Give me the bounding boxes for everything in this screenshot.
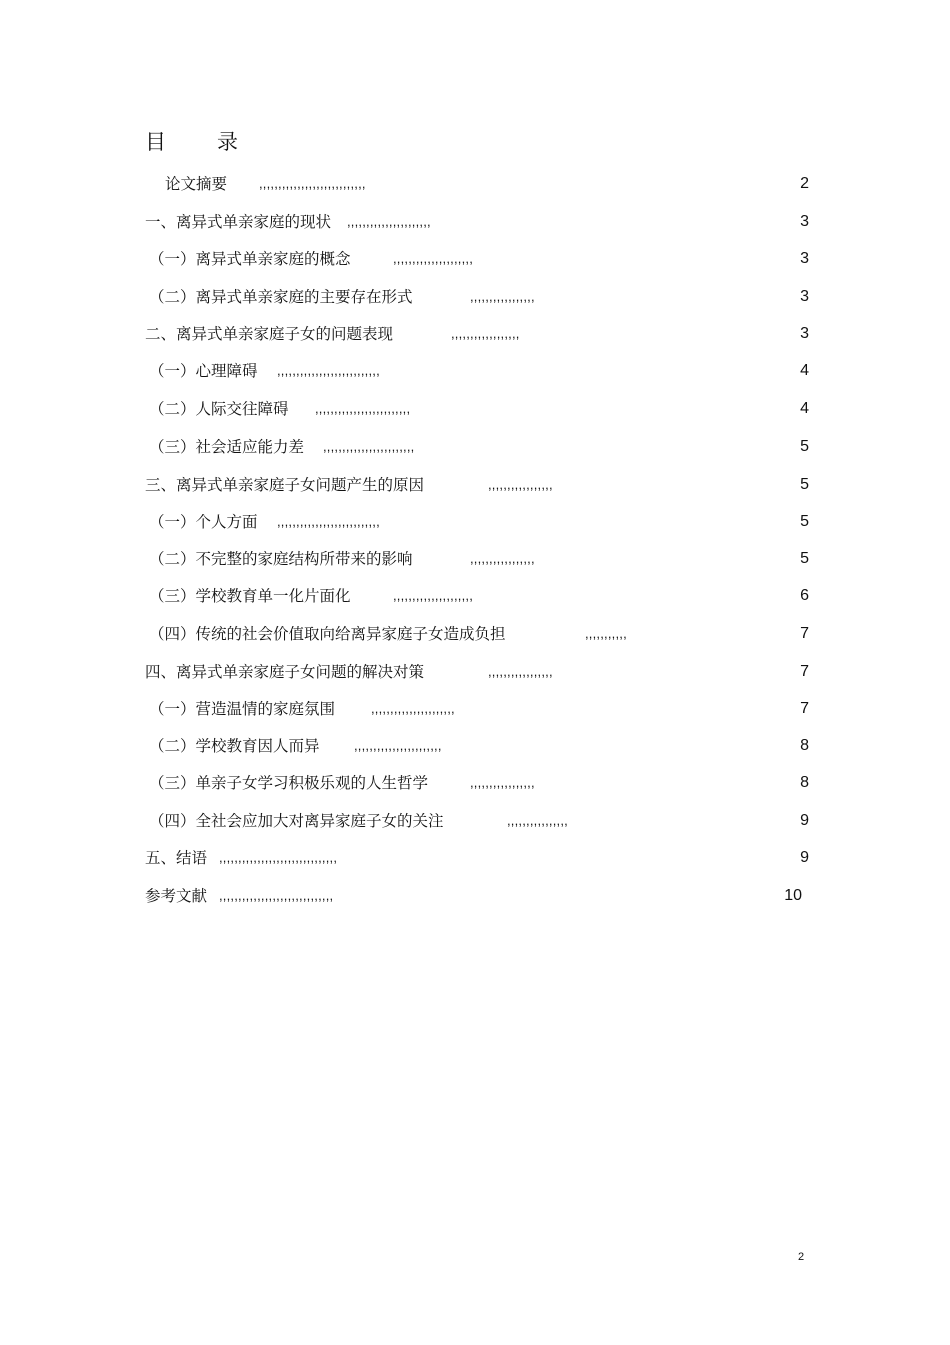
toc-entry-page-number: 3 [800,250,809,267]
toc-entry-label: （三）单亲子女学习积极乐观的人生哲学 [149,774,429,792]
toc-entry [145,172,809,196]
toc-entry-leader: ,,,,,,,,,,,,,,,,, [470,775,535,790]
toc-entry-page-number: 5 [800,550,809,567]
toc-entry-page-number: 7 [800,700,809,717]
toc-entry-label: （一）个人方面 [149,513,258,531]
toc-entry-leader: ,,,,,,,,,,,,,,,,,,,,,,, [354,738,442,753]
toc-entry-page-number: 4 [800,362,809,379]
toc-entry-leader: ,,,,,,,,,,,,,,,,,,,,,,,,,,,,,, [219,888,334,903]
toc-entry [145,771,809,795]
page-number: 2 [798,1251,805,1263]
toc-entry-page-number: 4 [800,400,809,417]
toc-entry-leader: ,,,,,,,,,,,,,,,,,,,,,,,,, [315,401,411,416]
toc-title-part2: 录 [217,130,238,154]
toc-entry-leader: ,,,,,,,,,,,,,,,,,,,,, [393,588,474,603]
toc-entry-leader: ,,,,,,,,,,, [585,626,627,641]
toc-entry-page-number: 2 [800,175,809,192]
toc-entry-leader: ,,,,,,,,,,,,,,,,,,,,,,,,,,,,,,, [219,850,338,865]
toc-entry-leader: ,,,,,,,,,,,,,,,,, [488,477,553,492]
toc-entry [145,510,809,534]
toc-entry-leader: ,,,,,,,,,,,,,,,,, [470,551,535,566]
toc-entry-page-number: 7 [800,625,809,642]
toc-entry-label: 参考文献 [145,887,208,905]
toc-entry-label: 论文摘要 [165,175,228,193]
toc-entry-label: 五、结语 [145,849,208,867]
toc-entry [145,473,809,497]
toc-entry-label: （四）传统的社会价值取向给离异家庭子女造成负担 [149,625,506,643]
toc-entry [145,359,809,383]
toc-entry [145,846,809,870]
toc-entry-page-number: 5 [800,476,809,493]
toc-entry-leader: ,,,,,,,,,,,,,,,,,,,,,, [371,701,455,716]
toc-entry-leader: ,,,,,,,,,,,,,,,,,,,,, [393,251,474,266]
toc-entry-label: 二、离异式单亲家庭子女的问题表现 [145,325,394,343]
toc-entry-page-number: 3 [800,325,809,342]
toc-entry-label: （一）心理障碍 [149,362,258,380]
toc-entry-page-number: 3 [800,288,809,305]
toc-entry-page-number: 3 [800,213,809,230]
toc-entry-leader: ,,,,,,,,,,,,,,,,,,,,,,,,,,, [277,363,380,378]
toc-entry-label: 四、离异式单亲家庭子女问题的解决对策 [145,663,425,681]
toc-entry-label: （四）全社会应加大对离异家庭子女的关注 [149,812,444,830]
toc-entry-leader: ,,,,,,,,,,,,,,,,,, [451,326,520,341]
toc-entry [145,322,809,346]
toc-entry-leader: ,,,,,,,,,,,,,,,,,,,,,, [347,214,431,229]
toc-entry-leader: ,,,,,,,,,,,,,,,,,,,,,,,,,,, [277,514,380,529]
toc-entry-page-number: 9 [800,812,809,829]
toc-entry-label: （二）人际交往障碍 [149,400,289,418]
toc-entry-leader: ,,,,,,,,,,,,,,,,,,,,,,,,,,,, [259,176,366,191]
toc-entry-label: （三）社会适应能力差 [149,438,305,456]
toc-entry-label: （一）离异式单亲家庭的概念 [149,250,351,268]
toc-entry-leader: ,,,,,,,,,,,,,,,,,,,,,,,, [323,439,415,454]
toc-entry [145,809,809,833]
toc-entry-page-number: 5 [800,438,809,455]
toc-entry-page-number: 10 [784,887,802,904]
toc-entry [145,247,809,271]
toc-entry [145,884,809,908]
toc-entry [145,697,809,721]
toc-entry-page-number: 9 [800,849,809,866]
toc-entry-label: （一）营造温情的家庭氛围 [149,700,336,718]
toc-entry-label: （二）离异式单亲家庭的主要存在形式 [149,288,413,306]
toc-entry-label: （二）不完整的家庭结构所带来的影响 [149,550,413,568]
toc-entry-page-number: 7 [800,663,809,680]
toc-entry [145,210,809,234]
toc-entry [145,734,809,758]
toc-entry-leader: ,,,,,,,,,,,,,,,,, [488,664,553,679]
toc-entry [145,660,809,684]
toc-entry [145,435,809,459]
toc-title-part1: 目 [145,130,166,154]
toc-entry-page-number: 6 [800,587,809,604]
toc-entry [145,397,809,421]
toc-entry-label: （三）学校教育单一化片面化 [149,587,351,605]
toc-entry [145,285,809,309]
toc-entry-page-number: 8 [800,774,809,791]
toc-entry-page-number: 8 [800,737,809,754]
toc-entry-label: 一、离异式单亲家庭的现状 [145,213,332,231]
toc-entry-label: （二）学校教育因人而异 [149,737,320,755]
toc-entry-leader: ,,,,,,,,,,,,,,,, [507,813,568,828]
toc-entry [145,622,809,646]
toc-entry-leader: ,,,,,,,,,,,,,,,,, [470,289,535,304]
toc-entry-label: 三、离异式单亲家庭子女问题产生的原因 [145,476,425,494]
toc-entry [145,584,809,608]
toc-entry [145,547,809,571]
toc-entry-page-number: 5 [800,513,809,530]
